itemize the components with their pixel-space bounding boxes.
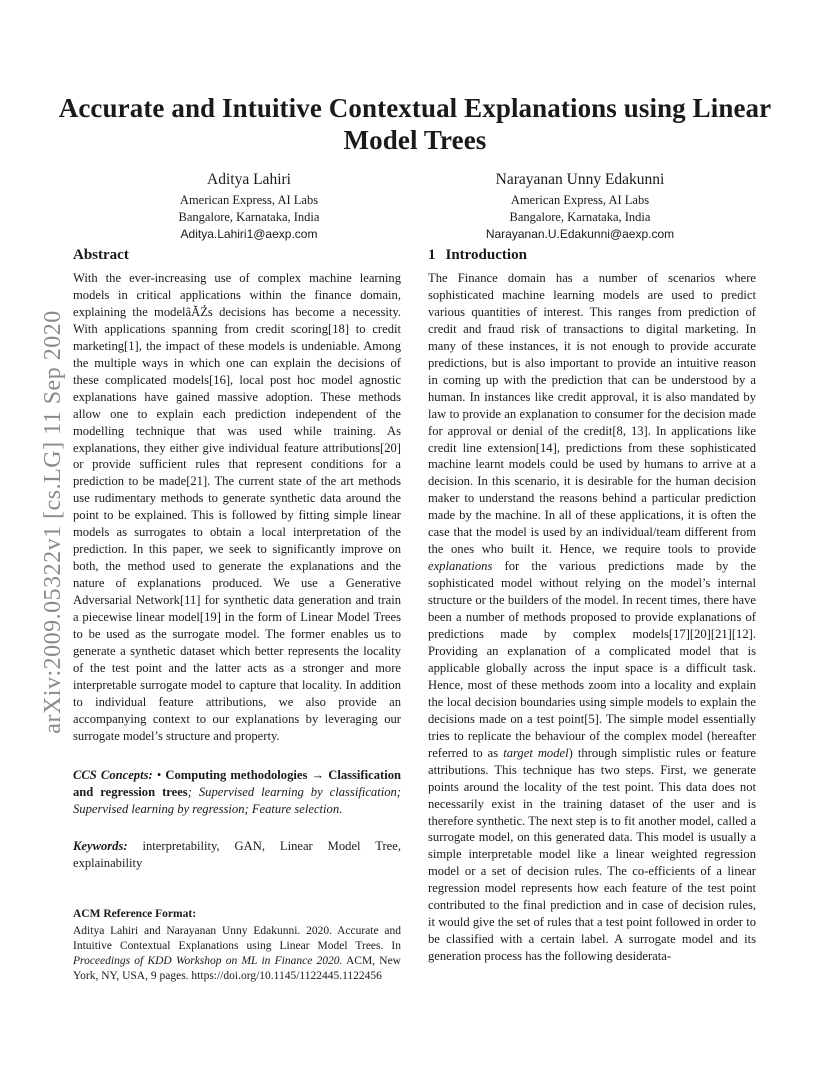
intro-emphasis-target-model: target model bbox=[503, 745, 569, 760]
ccs-primary: Computing methodologies → Classification and regression trees bbox=[73, 767, 401, 799]
section-heading-introduction bbox=[428, 244, 756, 266]
acm-reference bbox=[73, 907, 401, 984]
intro-part-2: for the various predictions made by the sophisticated model without relying on the model’s internal structure or the builders of the model. In recent times, there have been a number of methods proposed to provide explanations of predictions made by complex models[17][20][21][12]. Providing an explanation of a complicated model that is applicable globally across the input space is a difficult task. Hence, most of these methods zoom into a locality and explain the local decision boundaries using simple models to explain the decisions made on a test point[5]. The simple model essentially tries to replicate the behaviour of the complex model (hereafter referred to as bbox=[428, 559, 756, 760]
ccs-rest: ; Supervised learning by classification; Supervised learning by regression; Feature selection. bbox=[73, 784, 401, 816]
author-affiliation: American Express, AI Labs bbox=[510, 193, 650, 207]
acm-reference-line2: ACM, New York, NY, USA, 9 pages. https://doi.org/10.1145/1122445.1122456 bbox=[73, 955, 401, 983]
author-name: Aditya Lahiri bbox=[207, 171, 291, 188]
intro-part-3: ) through simplistic rules or feature attributions. This technique has two steps. First, we generate points around the locality of the test point. This data does not necessarily exist in the training dataset of the user and is therefore synthetic. The next step is to fit another model, called a surrogate model, on this generated data. This model is usually a simple interpretable model like a linear weighted regression model or a set of decision rules. The co-efficients of a linear regression model represents how each feature of the test point contributed to the final prediction and in case of decision rules, it would give the set of rules that a test point followed in order to be classified with a certain label. A surrogate model and its generation process has the following desiderata- bbox=[428, 745, 756, 964]
paper-title: Accurate and Intuitive Contextual Explanations using Linear Model Trees bbox=[58, 93, 772, 155]
ccs-label: CCS Concepts: bbox=[73, 767, 153, 782]
section-number: 1 bbox=[428, 247, 436, 263]
ccs-concepts bbox=[73, 767, 401, 818]
author-email: Aditya.Lahiri1@aexp.com bbox=[180, 227, 318, 241]
introduction-text bbox=[428, 270, 756, 965]
left-column bbox=[73, 244, 401, 984]
acm-reference-line1: Aditya Lahiri and Narayanan Unny Edakunni. 2020. Accurate and Intuitive Contextual Explanations using Linear Model Trees. In bbox=[73, 925, 401, 953]
arxiv-stamp: arXiv:2009.05322v1 [cs.LG] 11 Sep 2020 bbox=[40, 310, 66, 734]
intro-emphasis-explanations: explanations bbox=[428, 559, 493, 574]
author-affiliation: American Express, AI Labs bbox=[179, 193, 319, 207]
acm-reference-venue: Proceedings of KDD Workshop on ML in Finance 2020. bbox=[73, 955, 343, 968]
right-column bbox=[428, 244, 756, 965]
section-title: Introduction bbox=[445, 247, 527, 263]
keywords-text: interpretability, GAN, Linear Model Tree, explainability bbox=[73, 838, 401, 870]
ccs-bullet: • bbox=[156, 767, 162, 782]
intro-part-1: The Finance domain has a number of scenarios where sophisticated machine learning models are used to predict various quantities of interest. This ranges from prediction of credit and fraud risk of transactions to digital marketing. In many of these instances, it is not enough to provide accurate predictions, but is also important to provide an intuitive reason in coming up with the prediction that can be understood by a human. In instances like credit approval, it is also mandated by law to provide an explanation to consumer for the decision made for approval or denial of the credit[8, 13]. In applications like credit line extension[14], predictions from these sophisticated machine learnt models could be used by humans to arrive at a decision. In this scenario, it is desirable for the human decision maker to understand the reasons behind a particular prediction made by the machine. In all of these applications, it is often the case that the model is used by an individual/team different from the ones who built it. Hence, we require tools to provide bbox=[428, 271, 756, 557]
author-name: Narayanan Unny Edakunni bbox=[495, 171, 665, 188]
author-location: Bangalore, Karnataka, India bbox=[178, 210, 320, 224]
keywords bbox=[73, 838, 401, 872]
arxiv-sidebar bbox=[4, 0, 64, 1072]
keywords-label: Keywords: bbox=[73, 838, 128, 853]
abstract-text: With the ever-increasing use of complex machine learning models in critical applications within the finance domain, explaining the modelâĂŹs decisions has become a necessity. With applications spanning from credit scoring[18] to credit marketing[1], the impact of these models is undeniable. Among the multiple ways in which one can explain the decisions of these complicated models[16], local post hoc model agnostic explanations have gained massive adoption. These methods allow one to explain each prediction independent of the modelling technique that was used while training. As explanations, they either give individual feature attributions[20] or provide sufficient rules that represent conditions for a prediction to be made[21]. The current state of the art methods use rudimentary methods to generate synthetic data around the point to be explained. This is followed by fitting simple linear models as surrogates to obtain a local interpretation of the prediction. In this paper, we seek to significantly improve on both, the method used to generate the explanations and the nature of explanations produced. We use a Generative Adversarial Network[11] for synthetic data generation and train a piecewise linear model[19] in the form of Linear Model Trees to be used as the surrogate model. The former enables us to generate a synthetic dataset which better represents the locality of the test point and the latter acts as a stronger and more interpretable surrogate model to capture that locality. In addition to individual feature attributions, we also provide an accompanying context to our explanations by leveraging our surrogate model’s structure and property. bbox=[73, 271, 401, 743]
author-location: Bangalore, Karnataka, India bbox=[509, 210, 651, 224]
author-email: Narayanan.U.Edakunni@aexp.com bbox=[485, 227, 675, 241]
abstract-heading: Abstract bbox=[73, 247, 129, 263]
acm-reference-text bbox=[73, 924, 401, 984]
author-block-2 bbox=[415, 170, 745, 243]
author-block-1 bbox=[84, 170, 414, 243]
acm-reference-heading: ACM Reference Format: bbox=[73, 908, 197, 921]
